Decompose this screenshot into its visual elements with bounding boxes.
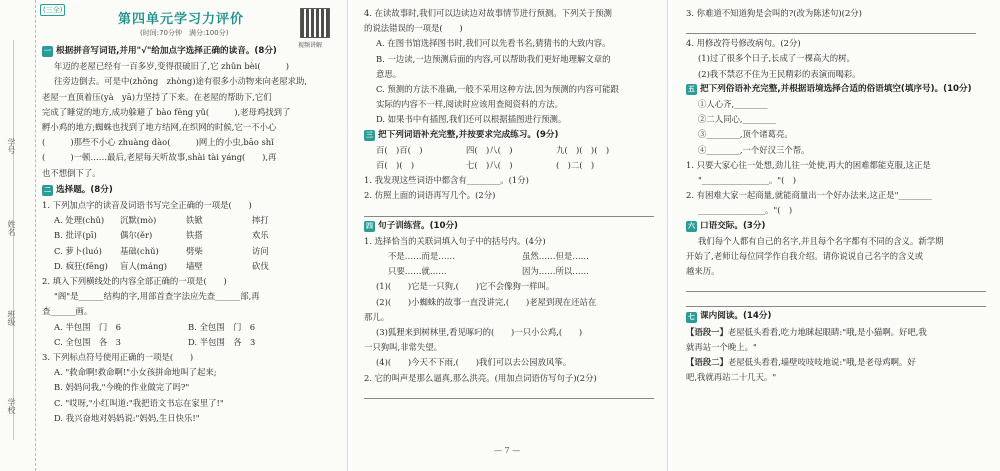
question-line: "阁"是______结构的字,用部首查字法应先查______部,再: [54, 291, 260, 302]
passage-line: 孵小鸡的地方;蜘蛛也找到了地方结网,在织网的时候,它一不小心: [42, 122, 277, 133]
passage-line: ( )一顿……最后,老屋每天听故事,shài tài yáng( ),再: [42, 152, 277, 163]
option: C. 预测的方法不准确,一般不采用这种方法,因为预测的内容可能跟: [376, 84, 619, 95]
option: B. 妈妈问我,"今晚的作业做完了吗?": [54, 382, 190, 393]
section-1: [42, 44, 322, 426]
answer-line[interactable]: [686, 279, 986, 292]
excerpt-label: 【语段一】: [686, 326, 728, 337]
option-row: B. 批评(pī) 偶尔(ěr) 铁搭 欢乐: [54, 230, 269, 241]
question: 4. 用修改符号修改病句。(2分): [686, 38, 801, 49]
option: 实际的内容不一样,阅读时应该用查阅资料的方法。: [376, 99, 563, 110]
question: 3. 下列标点符号使用正确的一项是( ): [42, 352, 194, 363]
question: 2. 填入下列横线处的内容全部正确的一项是( ): [42, 276, 227, 287]
question: 2. 它的叫声是那么逼真,那么洪亮。(用加点词语仿写句子)(2分): [364, 372, 597, 383]
section-number: 六: [688, 221, 695, 230]
section-number: 二: [44, 185, 51, 194]
passage-line: ( )那些不小心 zhuàng dào( )网上的小虫,bāo shǐ: [42, 137, 274, 148]
margin-label-school: 学校: [7, 398, 16, 414]
sentence-line: (1)( )它是一只狗,( )它不会像狗一样叫。: [376, 281, 555, 292]
question: 1. 只要大家心往一处想,劲儿往一处使,再大的困难都能克服,这正是: [686, 159, 931, 170]
sentence-line: (1)过了很多个日子,长成了一棵高大的树。: [698, 53, 855, 64]
section-title: 选择题。(8分): [56, 184, 113, 195]
passage-line: 完成了睡觉的地方,成功躲避了 bào fēng yǔ( ),老母鸡找到了: [42, 106, 291, 117]
binding-margin: [0, 0, 36, 471]
option-row: D. 疯狂(fēng) 盲人(máng) 墙壁 砍伐: [54, 260, 269, 271]
sentence-line: (3)狐狸来到树林里,看见啄叼的( )一只小公鸡,( ): [376, 327, 583, 338]
section-number: 七: [688, 312, 695, 321]
option-row: C. 全包围 各 3 D. 半包围 各 3: [54, 336, 256, 347]
section-number: 四: [366, 221, 373, 230]
idiom-row: 百( )百( ) 四( )八( ) 九( )( )( ): [376, 144, 610, 155]
passage-line: 老屋一直顶着压(yà yā)力坚持了下来。在老屋的帮助下,它们: [42, 91, 272, 102]
excerpt-line: 吧,我就再站二十几天。": [686, 372, 777, 383]
option: B. 一边读,一边预测后面的内容,可以帮助我们更好地理解文章的: [376, 53, 611, 64]
option: A. 在图书馆选择图书时,我们可以先看书名,猜猜书的大致内容。: [376, 38, 611, 49]
question: 1. 我发现这些词语中都含有________。(1分): [364, 175, 529, 186]
answer-line[interactable]: [686, 21, 976, 34]
page-number: — 7 —: [494, 446, 521, 455]
section-title: 口语交际。(3分): [700, 220, 766, 231]
proverb-option: ①人心齐,________: [698, 99, 768, 110]
passage-line: 往旁边倒去。可是中(zhōng zhòng)途有很多小动物来向老屋求助,: [54, 76, 308, 87]
question: 1. 选择恰当的关联词填入句子中的括号内。(4分): [364, 235, 546, 246]
sentence-line: (2)( )小蜘蛛的故事一直没讲完,( )老屋到现在还站在: [376, 296, 597, 307]
conjunction-row: 不是……而是…… 虽然……但是……: [388, 251, 589, 262]
page-right-content: [686, 6, 990, 385]
proverb-option: ④________,一个好汉三个帮。: [698, 144, 810, 155]
section-number: 五: [688, 84, 695, 93]
option: A. "救命啊!救命啊!"小女孩拼命地叫了起来;: [54, 367, 217, 378]
grade-tag: (三全): [40, 4, 65, 16]
answer-line[interactable]: [364, 386, 654, 399]
page-right: [672, 0, 1000, 471]
prompt-line: 越来历。: [686, 266, 720, 277]
option: C. "哎呀,"小红叫道:"我把语文书忘在家里了!": [54, 397, 224, 408]
question-line: 的说法错误的一项是( ): [364, 23, 463, 34]
option-row: C. 萝卜(luó) 基础(chǔ) 劈柴 访问: [54, 245, 269, 256]
page-title: 第四单元学习力评价: [118, 12, 245, 27]
section-heading: [686, 309, 990, 324]
section-title: 课内阅读。(14分): [700, 311, 772, 322]
question: 2. 有困难大家一起商量,就能商量出一个好办法来,这正是"________: [686, 190, 932, 201]
margin-label-class: 班级: [7, 310, 16, 326]
margin-rule: [13, 40, 14, 440]
excerpt-label: 【语段二】: [686, 357, 728, 368]
section-number: 一: [44, 47, 51, 56]
section-title: 把下列俗语补充完整,并根据语境选择合适的俗语填空(填序号)。(10分): [700, 83, 972, 94]
question-line: ________________。"( ): [698, 205, 793, 216]
section-heading: [42, 183, 322, 198]
option: D. 我兴奋地对妈妈说:"妈妈,生日快乐!": [54, 412, 200, 423]
question-line: "________________。"( ): [698, 175, 796, 186]
prompt-line: 我们每个人都有自己的名字,并且每个名字都有不同的含义。新学期: [698, 235, 944, 246]
section-heading: [364, 128, 658, 143]
answer-line[interactable]: [686, 294, 986, 307]
question: 4. 在读故事时,我们可以边读边对故事情节进行预测。下列关于预测: [364, 8, 612, 18]
excerpt-line: 就再站一个晚上。": [686, 341, 757, 352]
section-heading: [686, 82, 990, 97]
section-title: 根据拼音写词语,并用"√"给加点字选择正确的读音。(8分): [56, 46, 277, 56]
option: 意思。: [376, 68, 402, 79]
option-row: A. 处理(chǔ) 沉默(mò) 铁锨 摔打: [54, 215, 269, 226]
page-subtitle: (时间:70分钟 满分:100分): [140, 29, 229, 37]
sentence-line: 一只狗叫,非常失望。: [364, 342, 443, 353]
excerpt-line: 老屋低头看看,墙壁吱吱吱地说:"哦,是老母鸡啊。好: [727, 357, 916, 368]
option-row: A. 半包围 门 6 B. 全包围 门 6: [54, 321, 256, 332]
section-heading: [364, 219, 658, 234]
sentence-line: (4)( )今天不下雨,( )我们可以去公园放风筝。: [376, 357, 572, 368]
qr-code-icon[interactable]: [300, 8, 330, 38]
margin-label-name: 姓名: [7, 220, 16, 236]
prompt-line: 开始了,老师让每位同学作自我介绍。请你说说自己名字的含义或: [686, 251, 924, 262]
option: D. 如果书中有插图,我们还可以根据插图进行预测。: [376, 114, 567, 125]
question: 3. 你难道不知道狗是会叫的?(改为陈述句)(2分): [686, 8, 862, 18]
idiom-row: 百( )( ) 七( )八( ) ( )二( ): [376, 160, 595, 171]
qr-caption: 视频讲解: [298, 42, 323, 49]
excerpt-line: 老屋低头看看,吃力地眯起眼睛:"哦,是小猫啊。好吧,我: [727, 326, 927, 337]
proverb-option: ②二人同心,________: [698, 114, 777, 125]
section-title: 把下列词语补充完整,并按要求完成练习。(9分): [378, 129, 559, 140]
page-middle: [352, 0, 668, 471]
page-left: [0, 0, 348, 471]
question: 1. 下列加点字的读音及词语书写完全正确的一项是( ): [42, 200, 252, 211]
question-line: 查______画。: [42, 306, 93, 317]
section-heading: [686, 219, 990, 234]
section-title: 句子训练营。(10分): [378, 220, 458, 231]
conjunction-row: 只要……就…… 因为……所以……: [388, 266, 589, 277]
proverb-option: ③________,顶个诸葛亮。: [698, 129, 793, 140]
margin-label-id: 学号: [7, 138, 16, 154]
answer-line[interactable]: [364, 204, 654, 217]
section-heading: [42, 44, 322, 59]
passage-line: 年迈的老屋已经有一百多岁,变得很破旧了,它 zhǔn bèi( ): [54, 61, 290, 72]
sentence-line: 那儿。: [364, 311, 390, 322]
section-number: 三: [366, 130, 373, 139]
sentence-line: (2)我不禁忍不住为王民精彩的表演而喝彩。: [698, 68, 861, 79]
passage-line: 也不想倒下了。: [42, 167, 101, 178]
question: 2. 仿照上面的词语再写几个。(2分): [364, 190, 496, 201]
page-middle-content: [364, 6, 658, 401]
